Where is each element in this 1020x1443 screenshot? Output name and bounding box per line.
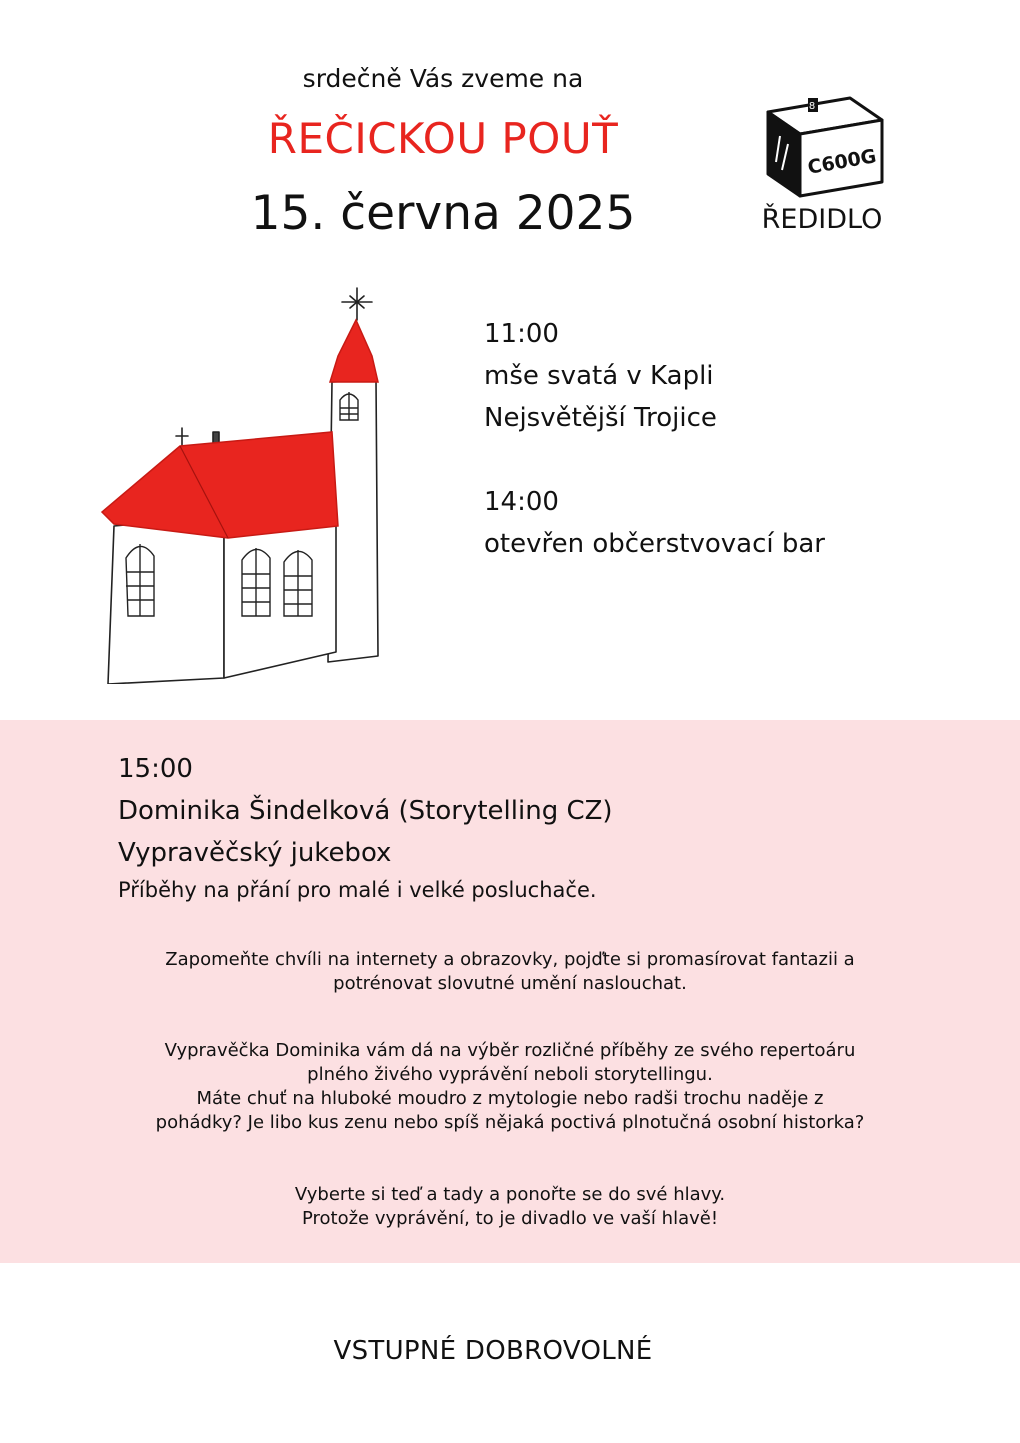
redidlo-logo [758,92,888,240]
schedule-time: 14:00 [484,487,559,517]
logo-caption: ŘEDIDLO [761,204,883,235]
description-line: plného živého vyprávění neboli storytellingu. [307,1064,713,1085]
event-title: ŘEČICKOU POUŤ [267,114,619,163]
description-line: potrénovat slovutné umění naslouchat. [333,973,687,994]
schedule-line: Nejsvětější Trojice [484,403,717,433]
program-title: Vypravěčský jukebox [118,838,392,868]
invite-line: srdečně Vás zveme na [302,64,584,93]
description-paragraph [0,948,1020,996]
schedule-line: otevřen občerstvovací bar [484,529,825,559]
event-time: 15:00 [118,754,193,784]
description-paragraph [0,1039,1020,1135]
description-line: Máte chuť na hluboké moudro z mytologie nebo radši trochu naděje z [196,1088,824,1109]
tower-roof [330,320,378,382]
program-subtitle: Příběhy na přání pro malé i velké posluchače. [118,878,597,902]
description-line: Protože vyprávění, to je divadlo ve vaší hlavě! [301,1208,719,1229]
description-paragraph [0,1183,1020,1231]
schedule-item [484,313,717,439]
schedule-time: 11:00 [484,319,559,349]
description-line: Vypravěčka Dominika vám dá na výběr rozličné příběhy ze svého repertoáru [164,1040,856,1061]
entry-fee-note: VSTUPNÉ DOBROVOLNÉ [333,1336,653,1366]
description-line: Vyberte si teď a tady a ponořte se do své hlavy. [294,1184,726,1205]
description-line: Zapomeňte chvíli na internety a obrazovky, pojďte si promasírovat fantazii a [165,949,855,970]
schedule-item [484,481,825,565]
performer-name: Dominika Šindelková (Storytelling CZ) [118,796,613,826]
logo-box-text: C600G [806,145,878,179]
svg-text:8: 8 [808,101,816,112]
schedule-line: mše svatá v Kapli [484,361,714,391]
event-date: 15. června 2025 [250,186,636,241]
description-line: pohádky? Je libo kus zenu nebo spíš nějaká poctivá plnotučná osobní historka? [155,1112,865,1133]
church-drawing [92,286,402,684]
